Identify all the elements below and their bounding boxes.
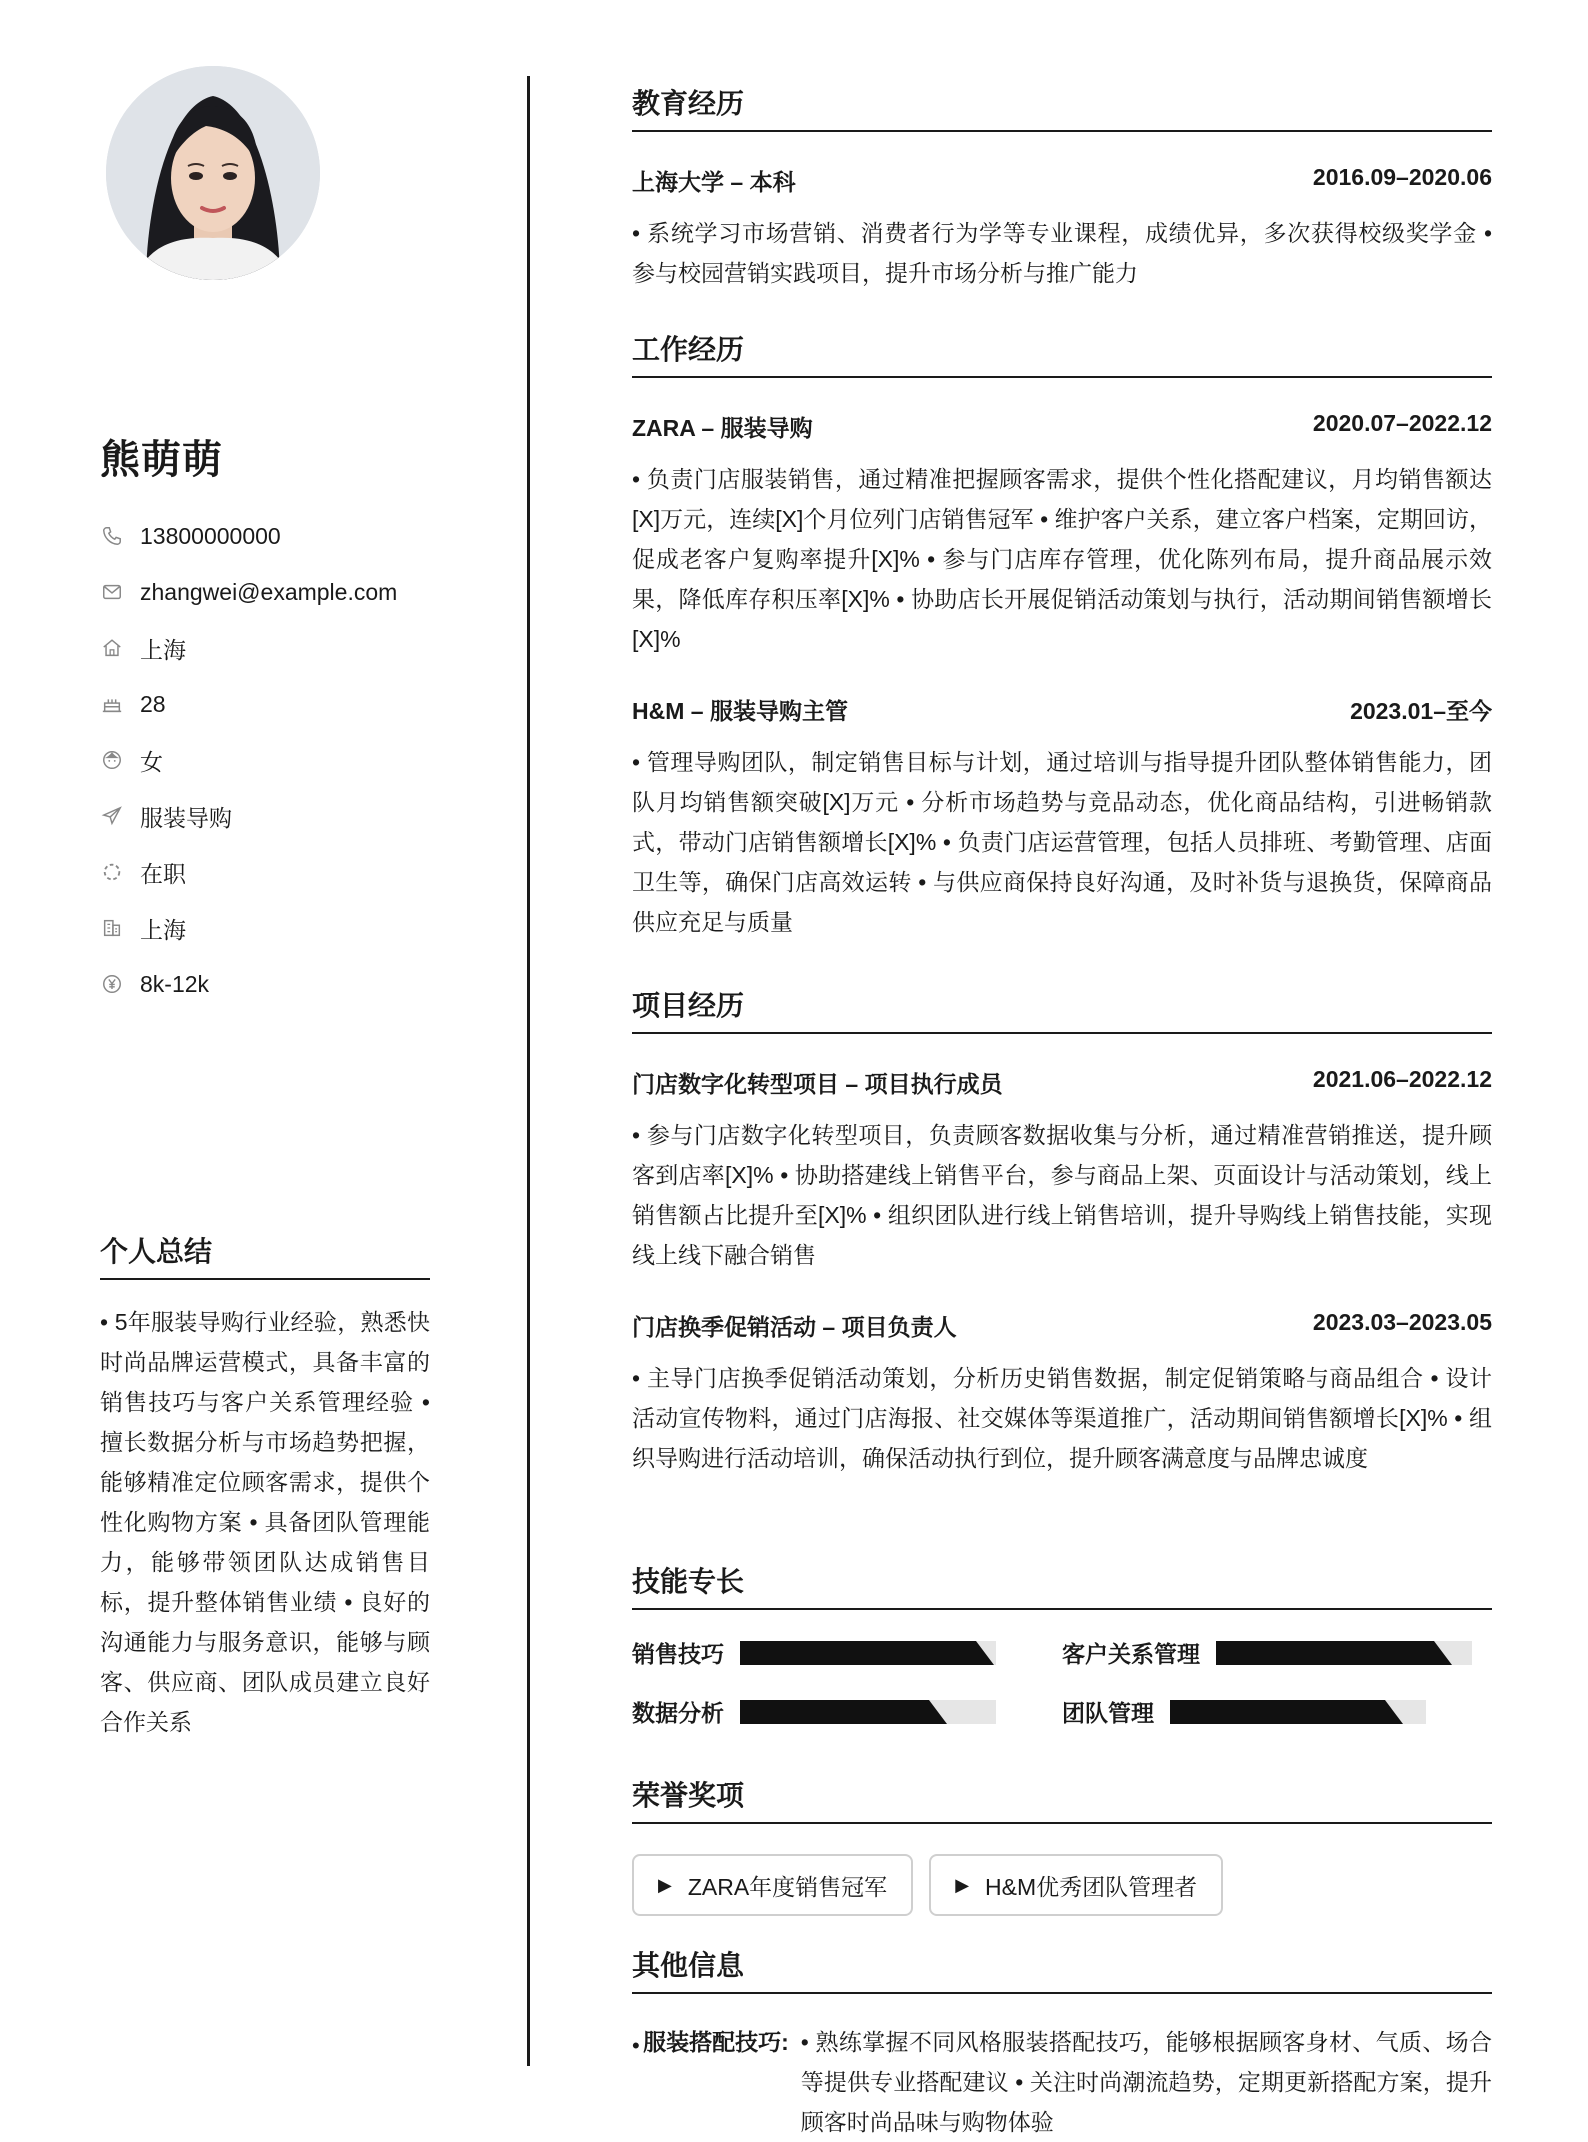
salary-text: 8k-12k	[140, 970, 210, 997]
skill-item	[1062, 1636, 1492, 1669]
info-age	[100, 676, 397, 732]
skill-name: 数据分析	[632, 1700, 724, 1726]
info-position	[100, 788, 397, 844]
face-icon	[100, 748, 124, 772]
skill-bar-fill	[1216, 1641, 1434, 1665]
info-phone	[100, 508, 397, 564]
status-text: 在职	[140, 860, 186, 887]
project-item-head	[632, 1309, 1492, 1342]
work-org: ZARA – 服装导购	[632, 415, 813, 441]
project-desc: • 主导门店换季促销活动策划，分析历史销售数据，制定促销策略与商品组合 • 设计活动宣传物料，通过门店海报、社交媒体等渠道推广，活动期间销售额增长[X]% • 组织导购进行活动培训，确保活动执行到位，提升顾客满意度与品牌忠诚度	[632, 1365, 1492, 1471]
info-email	[100, 564, 397, 620]
work-title: 工作经历	[632, 328, 1492, 378]
work-section	[632, 328, 1492, 942]
award-badge	[929, 1854, 1223, 1916]
building-icon	[100, 916, 124, 940]
projects-section	[632, 984, 1492, 1478]
home-icon	[100, 636, 124, 660]
other-item	[632, 2022, 1492, 2142]
skill-item	[632, 1695, 1062, 1728]
location-text: 上海	[140, 636, 186, 663]
education-item-head	[632, 164, 1492, 197]
info-location	[100, 620, 397, 676]
work-org: H&M – 服装导购主管	[632, 698, 848, 724]
column-divider	[527, 76, 530, 2066]
project-date: 2023.03–2023.05	[1312, 1309, 1492, 1335]
info-salary	[100, 956, 397, 1012]
summary-title: 个人总结	[100, 1230, 430, 1280]
skill-bar-cap	[929, 1700, 947, 1724]
awards-section	[632, 1774, 1492, 1916]
project-date: 2021.06–2022.12	[1312, 1066, 1492, 1092]
status-icon	[100, 860, 124, 884]
cake-icon	[100, 692, 124, 716]
gender-text: 女	[140, 748, 163, 775]
awards-list	[632, 1854, 1492, 1916]
work-item-head	[632, 410, 1492, 443]
info-gender	[100, 732, 397, 788]
skill-item	[1062, 1695, 1492, 1728]
play-triangle-icon: ▶	[955, 1874, 970, 1895]
education-title: 教育经历	[632, 82, 1492, 132]
skill-bar-fill	[740, 1641, 976, 1665]
avatar	[106, 66, 320, 280]
education-section	[632, 82, 1492, 293]
other-section	[632, 1944, 1492, 2142]
work-item-head	[632, 693, 1492, 726]
skill-bar	[1216, 1641, 1472, 1665]
email-text: zhangwei@example.com	[140, 578, 398, 605]
work-desc: • 负责门店服装销售，通过精准把握顾客需求，提供个性化搭配建议，月均销售额达[X]万元，连续[X]个月位列门店销售冠军 • 维护客户关系，建立客户档案，定期回访，促成老客户复购率提升[X]% • 参与门店库存管理，优化陈列布局，提升商品展示效果，降低库存积压率[X]% • 协助店长开展促销活动策划与执行，活动期间销售额增长[X]%	[632, 466, 1492, 652]
skill-item	[632, 1636, 1062, 1669]
education-org: 上海大学 – 本科	[632, 169, 796, 195]
work-desc: • 管理导购团队，制定销售目标与计划，通过培训与指导提升团队整体销售能力，团队月均销售额突破[X]万元 • 分析市场趋势与竞品动态，优化商品结构，引进畅销款式，带动门店销售额增长[X]% • 负责门店运营管理，包括人员排班、考勤管理、店面卫生等，确保门店高效运转 • 与供应商保持良好沟通，及时补货与退换货，保障商品供应充足与质量	[632, 749, 1492, 935]
candidate-name: 熊萌萌	[100, 438, 223, 482]
education-date: 2016.09–2020.06	[1312, 164, 1492, 190]
skill-bar-cap	[976, 1641, 994, 1665]
info-status	[100, 844, 397, 900]
skill-bar-cap	[1434, 1641, 1452, 1665]
phone-text: 13800000000	[140, 522, 281, 549]
skills-section	[632, 1560, 1492, 1728]
project-org: 门店数字化转型项目 – 项目执行成员	[632, 1071, 1003, 1097]
work-date: 2023.01–至今	[1350, 698, 1492, 724]
other-label: 服装搭配技巧:	[643, 2029, 789, 2055]
education-desc: • 系统学习市场营销、消费者行为学等专业课程，成绩优异，多次获得校级奖学金 • 参与校园营销实践项目，提升市场分析与推广能力	[632, 220, 1492, 286]
other-title: 其他信息	[632, 1944, 1492, 1994]
phone-icon	[100, 524, 124, 548]
award-badge	[632, 1854, 913, 1916]
summary-section	[100, 1230, 430, 1742]
skill-bar	[1170, 1700, 1426, 1724]
skill-name: 团队管理	[1062, 1700, 1154, 1726]
contact-info-list	[100, 508, 397, 1012]
mail-icon	[100, 580, 124, 604]
project-desc: • 参与门店数字化转型项目，负责顾客数据收集与分析，通过精准营销推送，提升顾客到店率[X]% • 协助搭建线上销售平台，参与商品上架、页面设计与活动策划，线上销售额占比提升至[X]% • 组织团队进行线上销售培训，提升导购线上销售技能，实现线上线下融合销售	[632, 1122, 1492, 1268]
age-text: 28	[140, 690, 166, 717]
skill-bar	[740, 1700, 996, 1724]
award-label: ZARA年度销售冠军	[687, 1873, 888, 1900]
summary-text: • 5年服装导购行业经验，熟悉快时尚品牌运营模式，具备丰富的销售技巧与客户关系管理经验 • 擅长数据分析与市场趋势把握，能够精准定位顾客需求，提供个性化购物方案 • 具备团队管理能力，能够带领团队达成销售目标，提升整体销售业绩 • 良好的沟通能力与服务意识，能够与顾客、供应商、团队成员建立良好合作关系	[100, 1309, 430, 1735]
skill-bar-fill	[740, 1700, 929, 1724]
yuan-icon	[100, 972, 124, 996]
play-triangle-icon: ▶	[658, 1874, 672, 1895]
project-item-head	[632, 1066, 1492, 1099]
skills-title: 技能专长	[632, 1560, 1492, 1610]
award-label: H&M优秀团队管理者	[985, 1873, 1198, 1900]
city-text: 上海	[140, 916, 186, 943]
position-text: 服装导购	[140, 804, 232, 831]
skill-bar	[740, 1641, 996, 1665]
skills-grid	[632, 1636, 1492, 1728]
send-icon	[100, 804, 124, 828]
info-city	[100, 900, 397, 956]
awards-title: 荣誉奖项	[632, 1774, 1492, 1824]
project-org: 门店换季促销活动 – 项目负责人	[632, 1314, 957, 1340]
work-date: 2020.07–2022.12	[1312, 410, 1492, 436]
other-text: • 熟练掌握不同风格服装搭配技巧，能够根据顾客身材、气质、场合等提供专业搭配建议 • 关注时尚潮流趋势，定期更新搭配方案，提升顾客时尚品味与购物体验	[800, 2029, 1492, 2135]
skill-bar-fill	[1170, 1700, 1385, 1724]
skill-bar-cap	[1385, 1700, 1403, 1724]
skill-name: 销售技巧	[632, 1641, 724, 1667]
skill-name: 客户关系管理	[1062, 1641, 1200, 1667]
projects-title: 项目经历	[632, 984, 1492, 1034]
bullet-dot-icon: •	[632, 2033, 640, 2058]
